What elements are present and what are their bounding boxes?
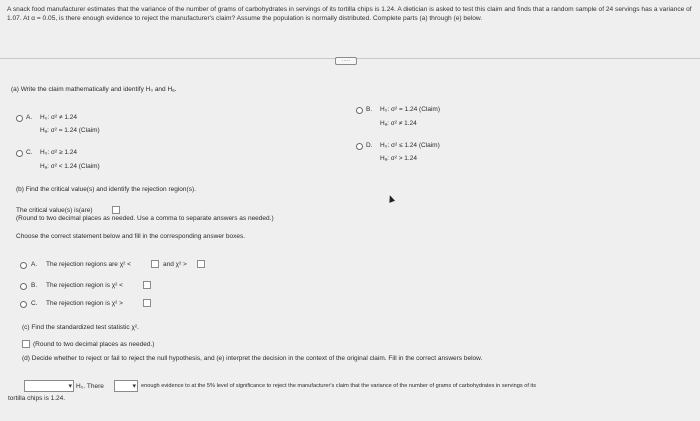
option-letter: D. [366,142,373,149]
problem-statement: A snack food manufacturer estimates that the variance of the number of grams of carbohydrates in servings of its tortilla chips is 1.24. A dietician is asked to test this claim and finds that a random sample of 24 servings has a variance of 1.07. At α = 0.05, is there enough evidence to reject the manufacturer's claim? Assume the population is normally distributed. Complete parts (a) through (e) below. [7,6,692,22]
evidence-dropdown[interactable] [114,380,138,392]
option-h0: H₀: σ² ≥ 1.24 [40,149,78,156]
option-ha: Hₐ: σ² = 1.24 (Claim) [40,127,100,134]
conclusion-sentence: enough evidence to at the 5% level of significance to reject the manufacturer's claim that the variance of the number of grams of carbohydrates in servings of its [141,383,537,389]
part-c-prompt: (c) Find the standardized test statistic χ². [22,324,139,331]
chevron-down-icon: ▾ [132,383,136,390]
part-b-round-note: (Round to two decimal places as needed. Use a comma to separate answers as needed.) [16,215,274,222]
option-ha: Hₐ: σ² ≠ 1.24 [380,120,417,127]
conclusion-tail: tortilla chips is 1.24. [8,395,66,402]
option-and-text: and χ² > [163,261,187,268]
option-letter: A. [31,261,38,268]
mouse-cursor-icon [387,194,395,203]
option-letter: B. [31,282,38,289]
expand-more-button[interactable]: ····· [335,57,357,65]
option-letter: C. [26,149,33,156]
option-h0: H₀: σ² = 1.24 (Claim) [380,106,440,113]
option-letter: C. [31,300,38,307]
option-text: The rejection region is χ² < [46,282,123,289]
option-h0: H₀: σ² ≠ 1.24 [40,114,78,121]
radio-button[interactable] [16,150,23,157]
radio-button[interactable] [20,262,27,269]
left-tail-input[interactable] [143,281,151,289]
part-d-prompt: (d) Decide whether to reject or fail to reject the null hypothesis, and (e) interpret the decision in the context of the original claim. Fill in the correct answers below. [22,355,483,362]
part-b-choose-note: Choose the correct statement below and fill in the corresponding answer boxes. [16,233,246,240]
part-b-prompt: (b) Find the critical value(s) and identify the rejection region(s). [16,186,196,193]
option-ha: Hₐ: σ² < 1.24 (Claim) [40,163,100,170]
option-letter: B. [366,106,373,113]
option-ha: Hₐ: σ² > 1.24 [380,155,417,162]
radio-button[interactable] [356,107,363,114]
reject-decision-dropdown[interactable] [24,380,74,392]
critical-value-label: The critical value(s) is(are) [16,207,93,214]
radio-button[interactable] [20,301,27,308]
h0-there-text: H₀. There [76,383,104,390]
lower-critical-input[interactable] [151,260,159,268]
radio-button[interactable] [20,283,27,290]
radio-button[interactable] [356,143,363,150]
chevron-down-icon: ▾ [68,383,72,390]
critical-value-input[interactable] [112,206,120,214]
option-letter: A. [26,114,33,121]
radio-button[interactable] [16,115,23,122]
option-h0: H₀: σ² ≤ 1.24 (Claim) [380,142,440,149]
upper-critical-input[interactable] [197,260,205,268]
right-tail-input[interactable] [143,299,151,307]
part-c-round-note: (Round to two decimal places as needed.) [33,341,155,348]
part-a-prompt: (a) Write the claim mathematically and identify H₀ and Hₐ. [11,86,177,93]
option-text: The rejection regions are χ² < [46,261,131,268]
option-text: The rejection region is χ² > [46,300,123,307]
test-statistic-input[interactable] [22,340,30,348]
